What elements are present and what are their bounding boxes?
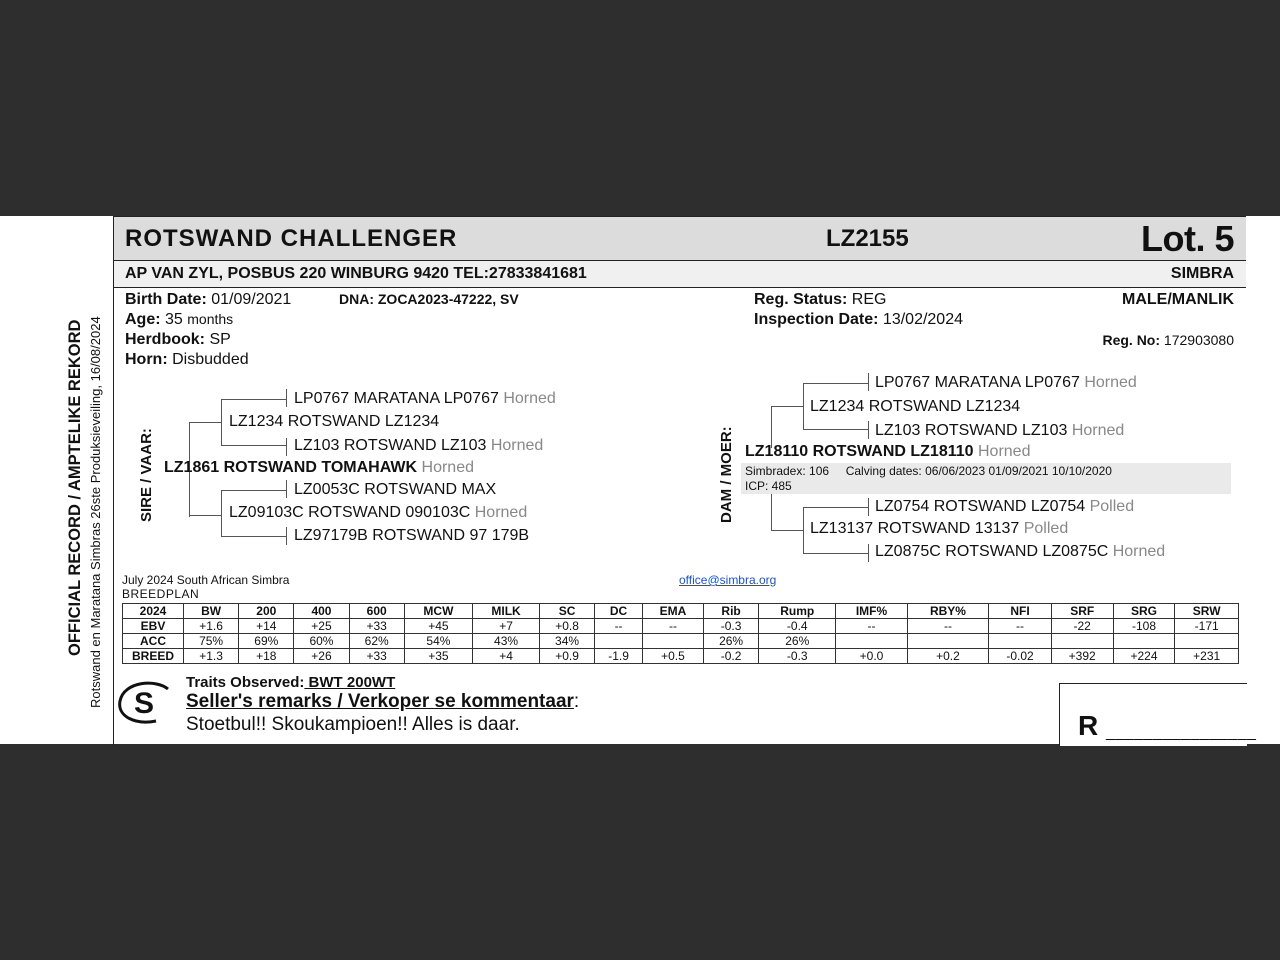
sire-sire-bracket: [221, 399, 222, 445]
ebv-cell: 34%: [539, 634, 594, 649]
ebv-cell: --: [595, 619, 643, 634]
dam-dam: LZ13137 ROTSWAND 13137 Polled: [810, 520, 1069, 537]
herdbook: Herdbook: SP: [125, 331, 231, 348]
ebv-cell: +26: [294, 649, 349, 664]
sire-connector: [221, 536, 286, 537]
ebv-header-cell: IMF%: [836, 604, 907, 619]
ebv-row: [123, 649, 1239, 664]
reg-code: LZ2155: [826, 225, 909, 252]
sire-sire-dam: LZ103 ROTSWAND LZ103 Horned: [294, 437, 544, 454]
dam-icp: ICP: 485: [745, 479, 792, 493]
ebv-cell: +0.8: [539, 619, 594, 634]
ebv-cell: +231: [1175, 649, 1239, 664]
dam-connector: [803, 383, 804, 429]
ebv-cell: -0.3: [703, 619, 758, 634]
sire-connector: [286, 389, 287, 407]
sire-dam: LZ09103C ROTSWAND 090103C Horned: [229, 504, 528, 521]
owner-info: AP VAN ZYL, POSBUS 220 WINBURG 9420 TEL:27833841681: [125, 265, 587, 282]
ebv-cell: +35: [404, 649, 472, 664]
ebv-cell: +1.3: [184, 649, 239, 664]
dam-bracket: [771, 406, 772, 448]
ebv-cell: +224: [1113, 649, 1175, 664]
reg-status: Reg. Status: REG: [754, 291, 887, 308]
dam-connector: [868, 373, 869, 391]
sire-name: LZ1861 ROTSWAND TOMAHAWK Horned: [164, 459, 474, 476]
ebv-cell: 69%: [239, 634, 294, 649]
logo-letter: S: [134, 687, 155, 720]
dam-connector: [803, 507, 868, 508]
ebv-cell: -108: [1113, 619, 1175, 634]
title-bar: [114, 217, 1246, 261]
ebv-cell: [1175, 634, 1239, 649]
ebv-header-cell: MCW: [404, 604, 472, 619]
sex-label: MALE/MANLIK: [1122, 291, 1234, 308]
ebv-cell: +4: [473, 649, 540, 664]
ebv-cell: 62%: [349, 634, 404, 649]
ebv-header-cell: 200: [239, 604, 294, 619]
ebv-header-cell: Rump: [759, 604, 836, 619]
ebv-cell: 60%: [294, 634, 349, 649]
ebv-cell: [595, 634, 643, 649]
ebv-cell: [1113, 634, 1175, 649]
dam-sire-dam: LZ103 ROTSWAND LZ103 Horned: [875, 422, 1125, 439]
email-link[interactable]: office@simbra.org: [679, 573, 777, 587]
ebv-cell: -171: [1175, 619, 1239, 634]
ebv-cell: 26%: [759, 634, 836, 649]
ebv-header-cell: EMA: [642, 604, 703, 619]
ebv-cell: -1.9: [595, 649, 643, 664]
ebv-cell: 75%: [184, 634, 239, 649]
lot-number: Lot. 5: [1141, 218, 1234, 259]
sire-connector: [286, 438, 287, 456]
dam-stats-box: [741, 463, 1231, 494]
sire-dam-sire: LZ0053C ROTSWAND MAX: [294, 481, 497, 498]
ebv-cell: [1051, 634, 1113, 649]
sire-sire-sire: LP0767 MARATANA LP0767 Horned: [294, 390, 556, 407]
lot-card: [113, 216, 1257, 745]
ebv-header-cell: 400: [294, 604, 349, 619]
ebv-header-row: [123, 604, 1239, 619]
owner-bar: [114, 261, 1246, 288]
ebv-cell: -0.3: [759, 649, 836, 664]
sale-info-label: Rotswand en Maratana Simbras 26ste Produksieveiling, 16/08/2024: [88, 316, 103, 708]
dam-label: DAM / MOER:: [718, 426, 735, 523]
ebv-cell: -0.02: [989, 649, 1052, 664]
sire-connector: [286, 527, 287, 545]
ebv-table: [122, 603, 1239, 664]
ebv-cell: [642, 634, 703, 649]
ebv-cell: +45: [404, 619, 472, 634]
price-box: [1059, 683, 1257, 746]
ebv-row-label: ACC: [123, 634, 184, 649]
ebv-cell: +392: [1051, 649, 1113, 664]
dam-dam-sire: LZ0754 ROTSWAND LZ0754 Polled: [875, 498, 1135, 515]
age: Age: 35 months: [125, 311, 234, 328]
source-label: July 2024 South African Simbra: [122, 573, 290, 587]
ebv-cell: +0.9: [539, 649, 594, 664]
dam-sire-sire: LP0767 MARATANA LP0767 Horned: [875, 374, 1137, 391]
ebv-cell: +0.2: [907, 649, 989, 664]
breedplan-label: BREEDPLAN: [122, 587, 200, 601]
sire-sire: LZ1234 ROTSWAND LZ1234: [229, 413, 440, 430]
remarks-heading: Seller's remarks / Verkoper se kommentaar:: [186, 691, 580, 712]
sire-connector: [286, 480, 287, 498]
dam-connector: [868, 498, 869, 516]
ebv-row-label: BREED: [123, 649, 184, 664]
dam-connector: [803, 507, 804, 553]
dam-stats-row: Simbradex: 106 Calving dates: 06/06/2023 01/09/2021 10/10/2020: [745, 464, 1112, 478]
ebv-cell: 54%: [404, 634, 472, 649]
ebv-header-cell: Rib: [703, 604, 758, 619]
dna-info: DNA: ZOCA2023-47222, SV: [339, 291, 519, 307]
ebv-cell: +25: [294, 619, 349, 634]
dam-sire: LZ1234 ROTSWAND LZ1234: [810, 398, 1021, 415]
official-record-label: OFFICIAL RECORD / AMPTELIKE REKORD: [66, 319, 84, 656]
dam-connector: [868, 544, 869, 562]
ebv-cell: -22: [1051, 619, 1113, 634]
price-blank[interactable]: ________________: [1106, 724, 1257, 741]
ebv-cell: +0.0: [836, 649, 907, 664]
dam-bracket: [771, 494, 772, 530]
dam-connector: [868, 421, 869, 439]
sire-connector: [221, 399, 286, 400]
animal-name: ROTSWAND CHALLENGER: [125, 225, 458, 252]
sire-connector: [221, 445, 286, 446]
sire-connector: [221, 490, 286, 491]
ebv-cell: -0.2: [703, 649, 758, 664]
ebv-cell: +7: [473, 619, 540, 634]
dam-connector: [803, 429, 868, 430]
sire-connector: [189, 422, 221, 423]
ebv-header-cell: RBY%: [907, 604, 989, 619]
ebv-header-cell: SRF: [1051, 604, 1113, 619]
ebv-row: [123, 634, 1239, 649]
ebv-cell: [836, 634, 907, 649]
breed-label: SIMBRA: [1170, 265, 1234, 282]
ebv-header-cell: DC: [595, 604, 643, 619]
ebv-header-cell: 600: [349, 604, 404, 619]
ebv-cell: --: [907, 619, 989, 634]
remarks-text: Stoetbul!! Skoukampioen!! Alles is daar.: [186, 714, 520, 735]
sire-label: SIRE / VAAR:: [138, 428, 155, 522]
sire-dam-dam: LZ97179B ROTSWAND 97 179B: [294, 527, 530, 544]
ebv-cell: +0.5: [642, 649, 703, 664]
reg-number: Reg. No: 172903080: [1102, 332, 1234, 348]
sidebar: [0, 216, 114, 744]
birth-date: Birth Date: 01/09/2021: [125, 291, 292, 308]
dam-connector: [771, 530, 803, 531]
ebv-cell: +33: [349, 619, 404, 634]
ebv-cell: --: [989, 619, 1052, 634]
ebv-cell: +18: [239, 649, 294, 664]
ebv-header-cell: NFI: [989, 604, 1052, 619]
ebv-cell: --: [836, 619, 907, 634]
ebv-cell: 26%: [703, 634, 758, 649]
ebv-header-cell: BW: [184, 604, 239, 619]
ebv-cell: [989, 634, 1052, 649]
traits-observed: Traits Observed: BWT 200WT: [186, 674, 396, 691]
sire-dam-bracket: [221, 490, 222, 536]
dam-name: LZ18110 ROTSWAND LZ18110 Horned: [745, 443, 1031, 460]
ebv-header-cell: SRG: [1113, 604, 1175, 619]
sire-connector: [189, 515, 221, 516]
dam-connector: [771, 406, 803, 407]
dam-connector: [803, 553, 868, 554]
ebv-cell: -0.4: [759, 619, 836, 634]
ebv-row-label: EBV: [123, 619, 184, 634]
ebv-header-cell: SC: [539, 604, 594, 619]
simbra-logo-icon: [116, 679, 174, 727]
dam-dam-dam: LZ0875C ROTSWAND LZ0875C Horned: [875, 543, 1166, 560]
horn-status: Horn: Disbudded: [125, 351, 249, 368]
dam-connector: [803, 383, 868, 384]
ebv-header-cell: MILK: [473, 604, 540, 619]
ebv-cell: +14: [239, 619, 294, 634]
ebv-cell: [907, 634, 989, 649]
ebv-cell: +33: [349, 649, 404, 664]
ebv-cell: --: [642, 619, 703, 634]
ebv-row: [123, 619, 1239, 634]
ebv-header-cell: SRW: [1175, 604, 1239, 619]
lot-card-sheet: [0, 216, 1280, 744]
inspection-date: Inspection Date: 13/02/2024: [754, 311, 963, 328]
ebv-cell: +1.6: [184, 619, 239, 634]
ebv-cell: 43%: [473, 634, 540, 649]
price-label: R: [1078, 710, 1099, 741]
ebv-header-cell: 2024: [123, 604, 184, 619]
